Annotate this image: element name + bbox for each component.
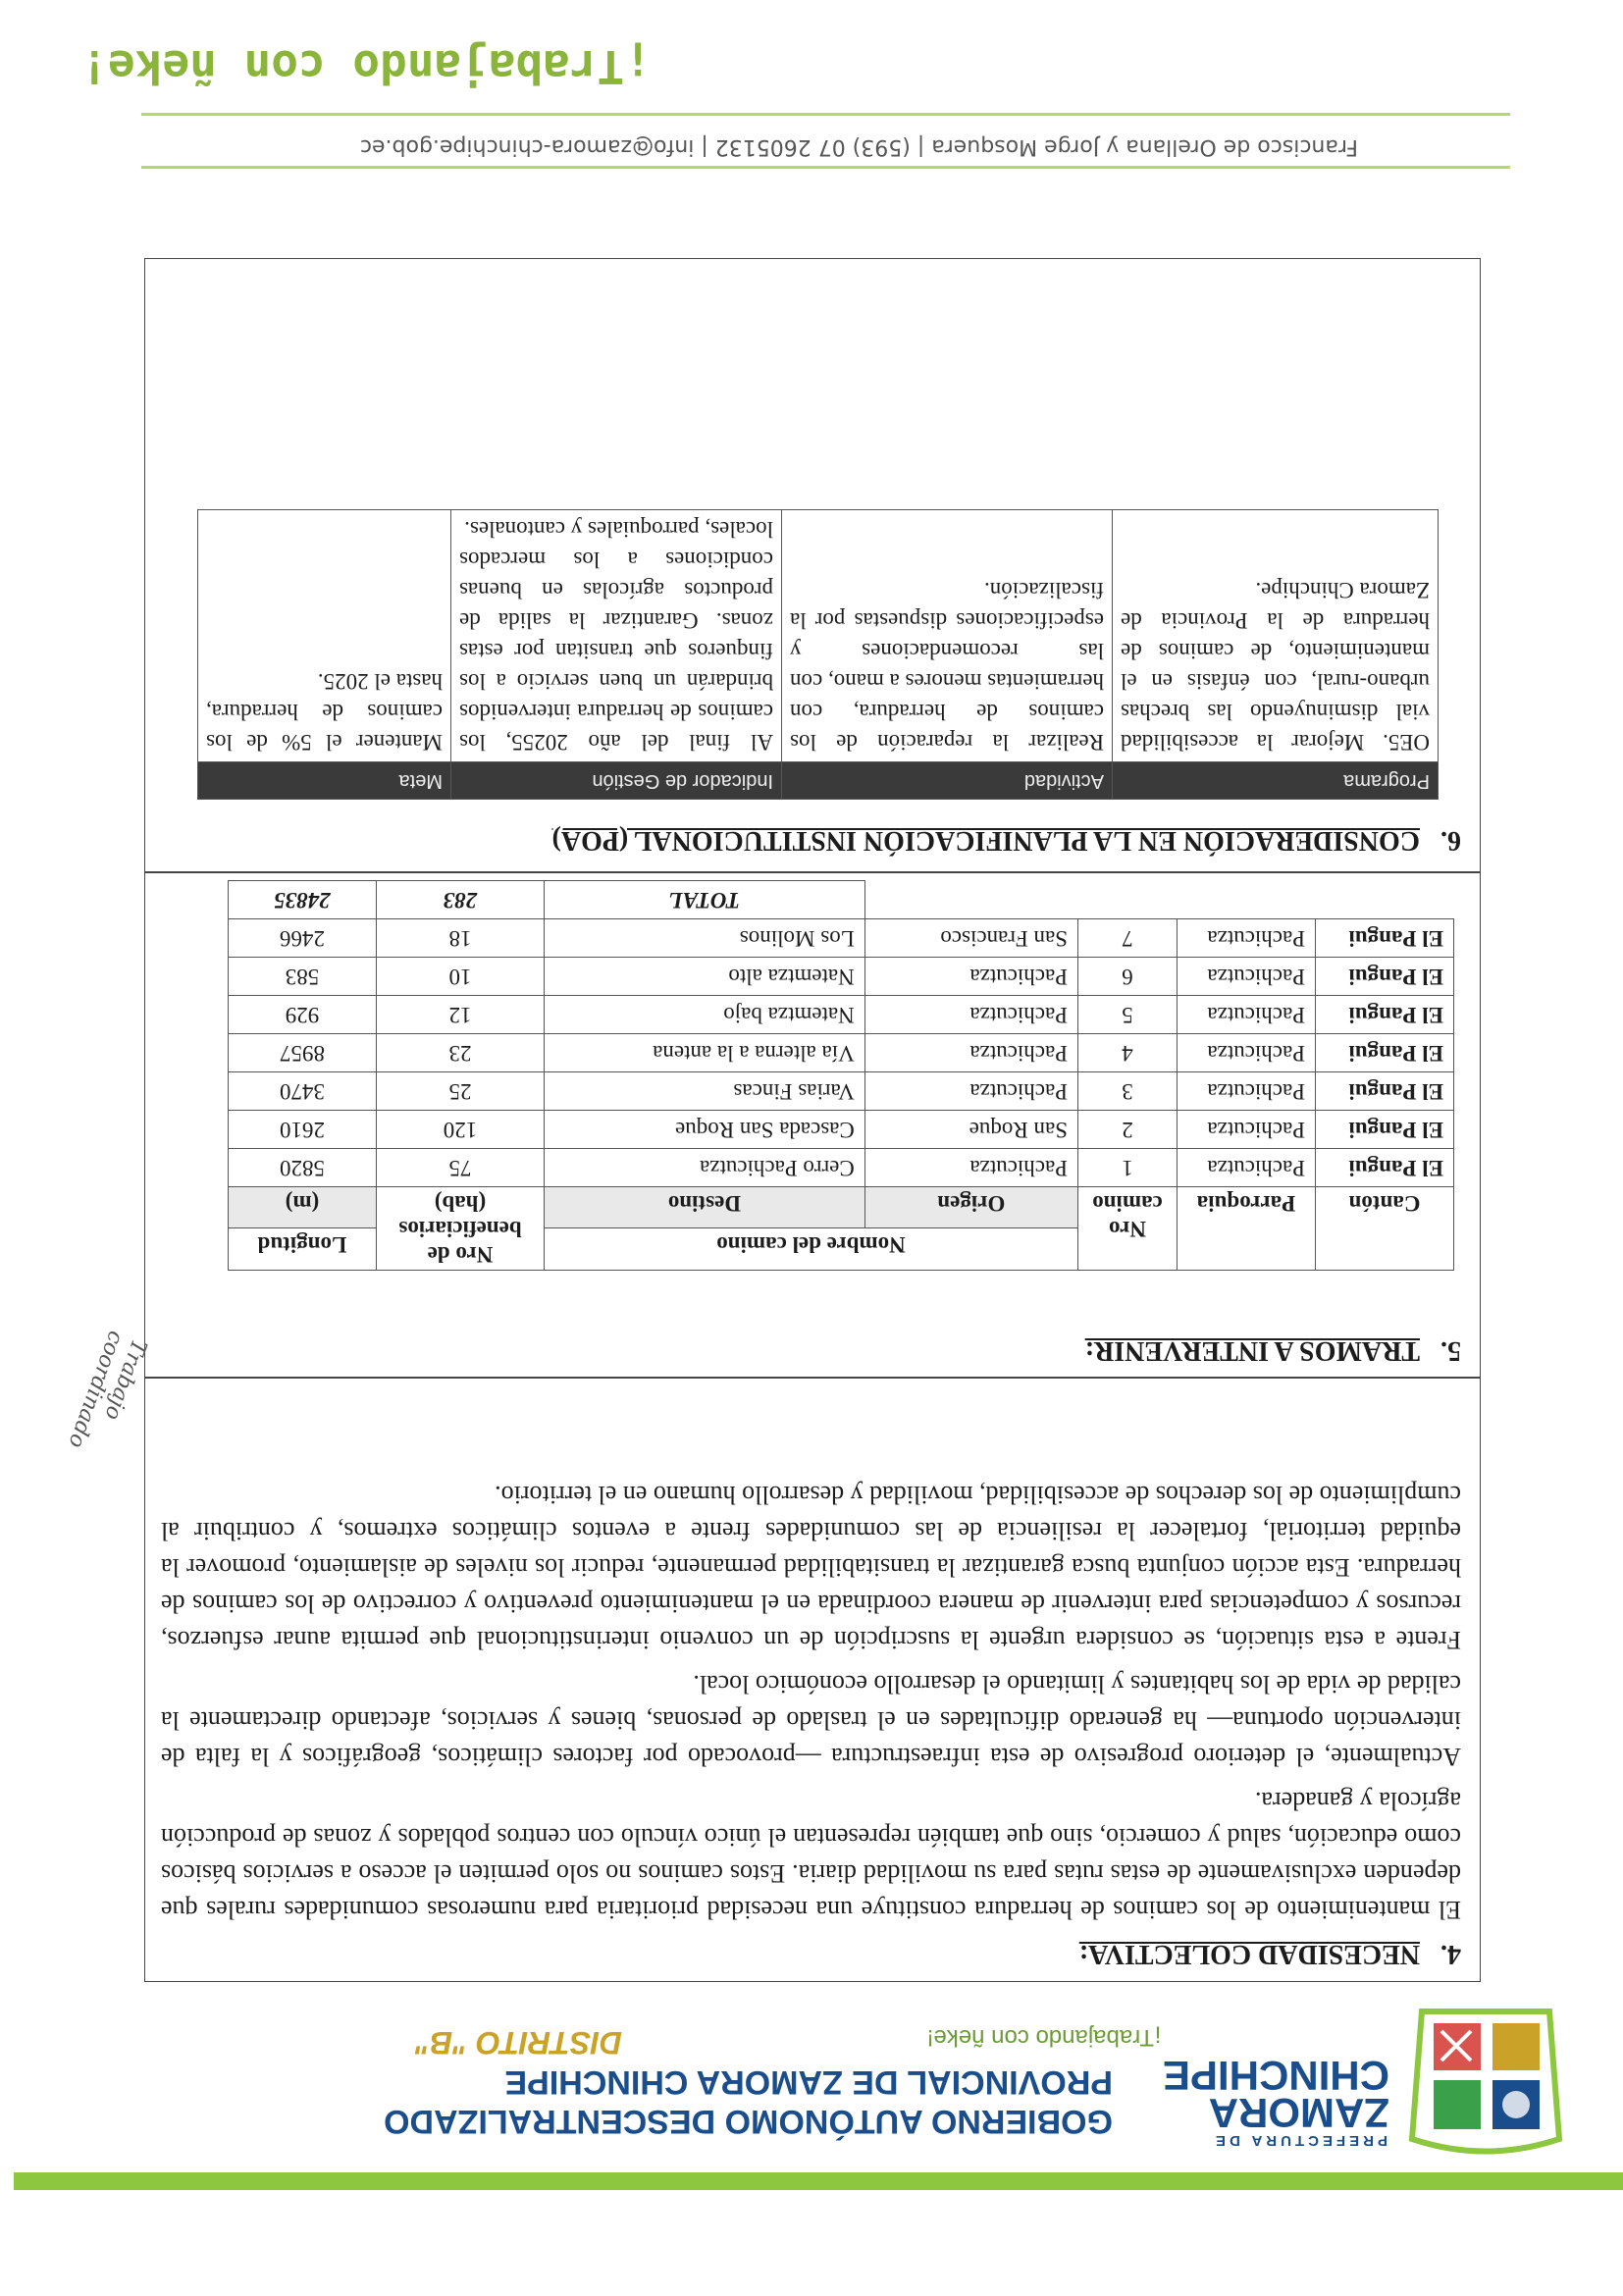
table-row: El Pangui Pachicutza 1 Pachicutza Cerro Pachicutza 75 5820 (229, 1149, 1454, 1187)
table-row: El Pangui Pachicutza 3 Pachicutza Varias Fincas 25 3470 (229, 1072, 1454, 1111)
table-row (198, 510, 1439, 762)
table-header-row (198, 762, 1439, 800)
paragraph: Frente a esta situación, se considera urgente la suscripción de un convenio interinstitucional que permita aunar esfuerzos, recursos y competencias para intervenir de manera coordinada en el mantenimiento preventivo y correctivo de los caminos de herradura. Esta acción conjunta busca garantizar la transitabilidad permanente, reducir los niveles de aislamiento, promover la equidad territorial, fortalecer la resiliencia de las comunidades frente a eventos climáticos extremos, y contribuir al cumplimiento de los derechos de accesibilidad, movilidad y desarrollo humano en el territorio. (161, 1481, 1461, 1654)
col-actividad: Actividad (782, 762, 1113, 800)
col-origen: Origen (864, 1187, 1077, 1229)
section-divider (144, 1377, 1481, 1379)
section-poa (161, 822, 1461, 859)
col-destino: Destino (545, 1187, 865, 1229)
paragraph: El mantenimiento de los caminos de herradura constituye una necesidad prioritaria para numerosas comunidades rurales que dependen exclusivamente de estas rutas para su movilidad diaria. Estos caminos no solo permiten el acceso a servicios básicos como educación, salud y comercio, sino que también representan el único vínculo con centros poblados y zonas de producción agrícola y ganadera. (161, 1787, 1461, 1924)
footer-rule (141, 113, 1510, 116)
prefectura-label: PREFECTURA DE (1212, 2132, 1387, 2149)
col-indicador: Indicador de Gestión (451, 762, 782, 800)
paragraph: Actualmente, el deterioro progresivo de esta infraestructura —provocado por factores climáticos, geográficos y la falta de intervención oportuna— ha generado dificultades en el traslado de personas, bienes y servicios, afectando directamente la calidad de vida de los habitantes y limitando el desarrollo económico local. (161, 1670, 1461, 1771)
gad-title: GOBIERNO AUTÓNOMO DESCENTRALIZADO PROVINCIAL DE ZAMORA CHINCHIPE (384, 2063, 1113, 2140)
programa-cell: OE5. Mejorar la accesibilidad vial disminuyendo las brechas urbano-rural, con énfasis en el mantenimiento, de caminos de herradura de la Provincia de Zamora Chinchipe. (1113, 510, 1439, 762)
handwritten-margin-note: Trabajo coordinado (63, 1327, 151, 1451)
actividad-cell: Realizar la reparación de los caminos de herradura, con herramientas menores a mano, con las recomendaciones y especificaciones dispuestas por la fiscalización. (782, 510, 1113, 762)
footer-contact: Francisco de Orellana y Jorge Mosquera | (593) 07 2605132 | info@zamora-chinchipe.gob.ec (359, 134, 1358, 159)
indicador-cell: Al final del año 20255, los caminos de herradura intervenidos brindarán un buen servicio a los finqueros que transitan por estas zonas. Garantizar la salida de productos agrícolas en buenas condiciones a los mercados locales, parroquiales y cantonales. (451, 510, 782, 762)
table-header-row (229, 1228, 1454, 1271)
poa-table (197, 509, 1439, 800)
table-row: El Pangui Pachicutza 4 Pachicutza Vía alterna a la antena 23 8957 (229, 1034, 1454, 1072)
table-row: El Pangui Pachicutza 6 Pachicutza Natemtza alto 10 583 (229, 958, 1454, 996)
total-beneficiarios: 283 (377, 881, 545, 919)
col-meta: Meta (198, 762, 451, 800)
col-nro-camino: Nro camino (1078, 1187, 1178, 1271)
footer-slogan: ¡Trabajando con ñeke! (80, 40, 652, 93)
tramos-table (228, 880, 1454, 1271)
col-longitud-unit: (m) (229, 1187, 377, 1229)
prefectura-slogan: ¡Trabajando con ñeke! (926, 2024, 1162, 2051)
distrito-label: DISTRITO "B" (414, 2025, 622, 2061)
col-programa: Programa (1113, 762, 1439, 800)
total-label: TOTAL (545, 881, 865, 919)
col-canton: Cantón (1316, 1187, 1454, 1271)
meta-cell: Mantener el 5% de los caminos de herradura, hasta el 2025. (198, 510, 451, 762)
total-longitud: 24835 (229, 881, 377, 919)
footer-rule (141, 166, 1510, 169)
col-nombre-camino: Nombre del camino (545, 1228, 1078, 1271)
header-green-bar (14, 2172, 1623, 2190)
table-row: El Pangui Pachicutza 2 San Roque Cascada San Roque 120 2610 (229, 1111, 1454, 1149)
section-5-title: 5. TRAMOS A INTERVENIR: (1084, 1335, 1461, 1366)
table-row: El Pangui Pachicutza 7 San Francisco Los Molinos 18 2466 (229, 919, 1454, 958)
section-necesidad-colectiva (161, 1477, 1461, 1972)
section-6-title: 6. CONSIDERACIÓN EN LA PLANIFICACIÓN INSTITUCIONAL (POA) (551, 825, 1461, 856)
table-row: El Pangui Pachicutza 5 Pachicutza Natemtza bajo 12 929 (229, 996, 1454, 1034)
col-longitud: Longitud (229, 1228, 377, 1271)
prefectura-shield-logo (1402, 2002, 1569, 2159)
section-divider (144, 871, 1481, 873)
table-total-row (229, 881, 1454, 919)
col-parroquia: Parroquia (1178, 1187, 1316, 1271)
col-beneficiarios: Nro de beneficiarios (hab) (377, 1187, 545, 1271)
section-4-title: 4. NECESIDAD COLECTIVA: (1078, 1939, 1461, 1969)
section-tramos (161, 1332, 1461, 1369)
prefectura-name: ZAMORA CHINCHIPE (1162, 2053, 1389, 2136)
